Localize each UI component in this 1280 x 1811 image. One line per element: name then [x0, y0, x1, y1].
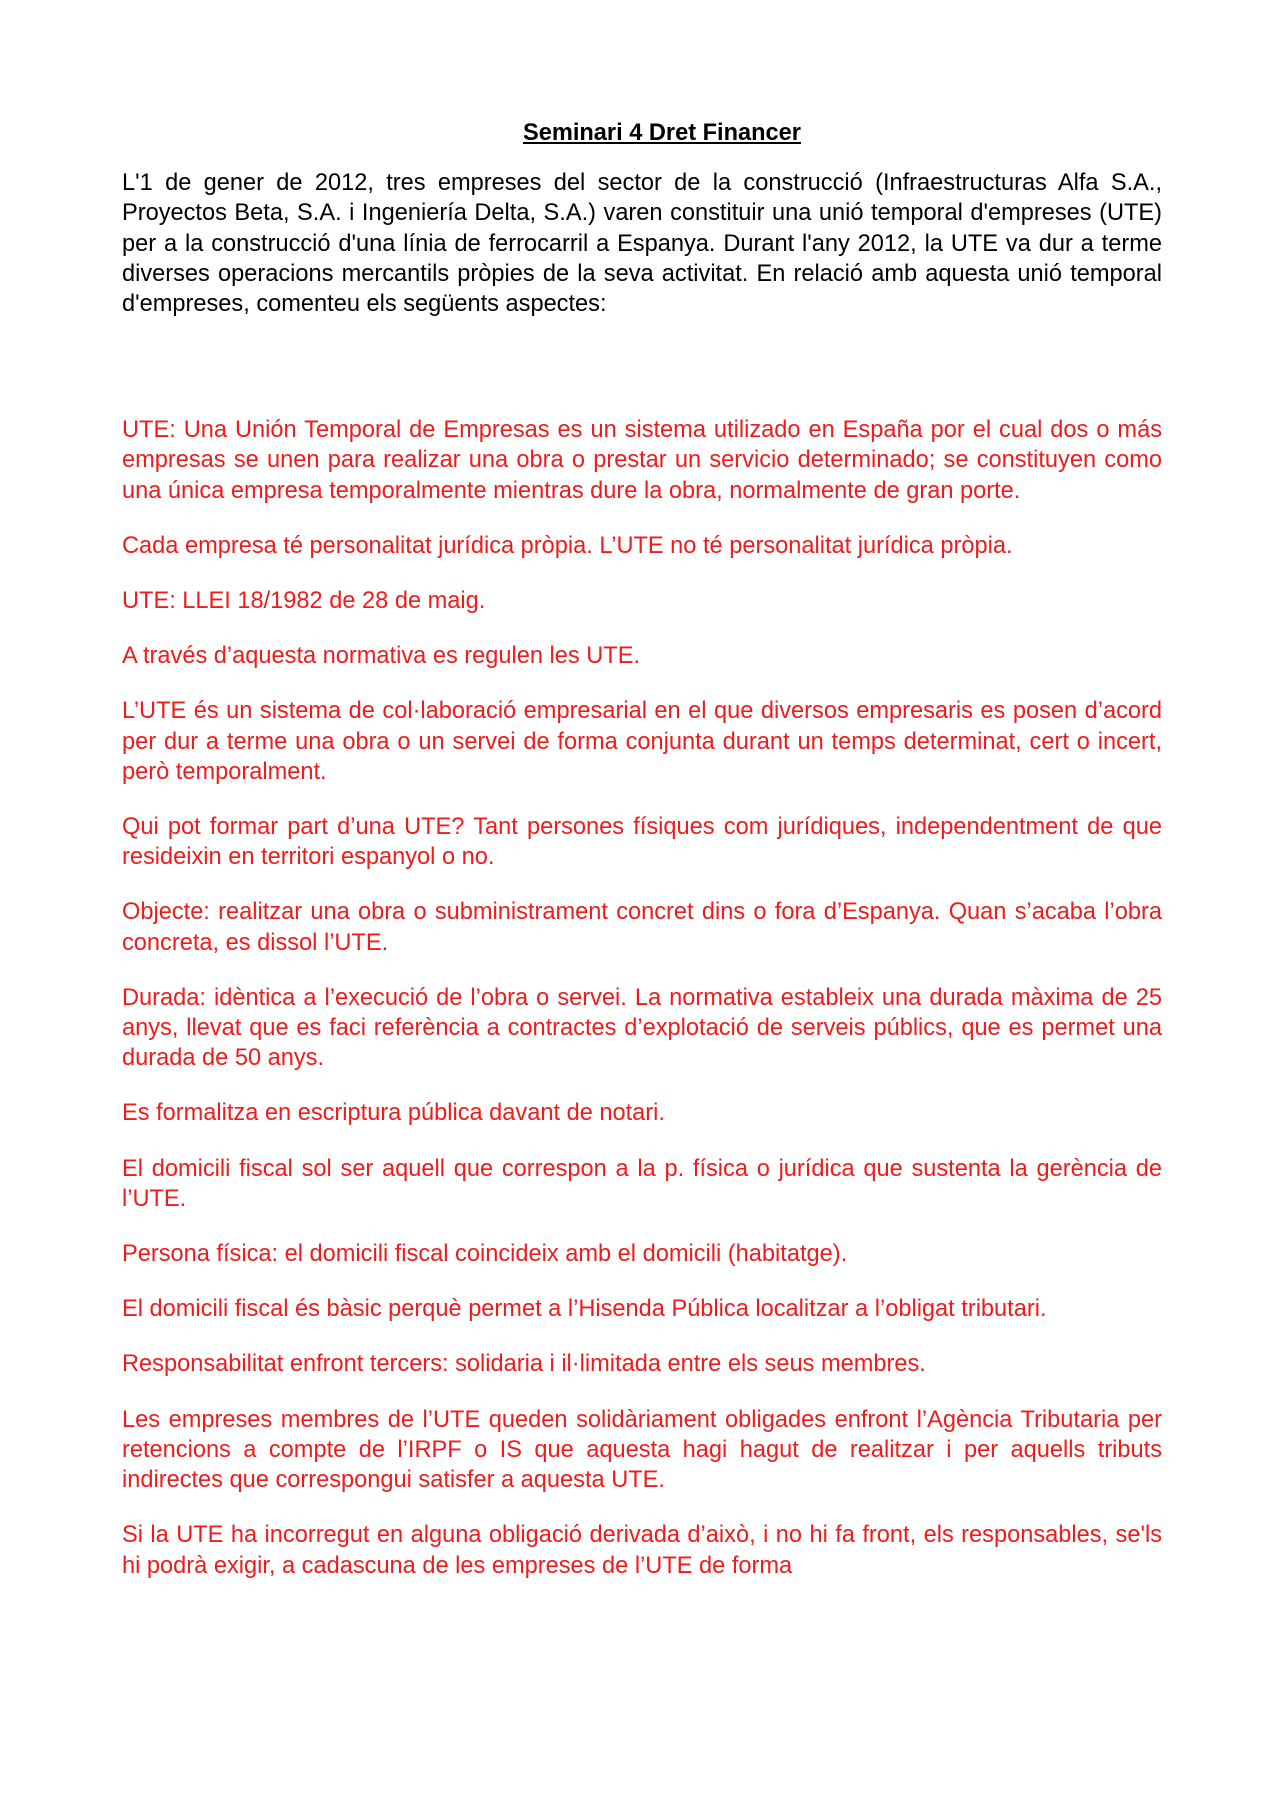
answer-paragraph: UTE: Una Unión Temporal de Empresas es un sistema utilizado en España por el cual dos o más empresas se unen para realizar una obra o prestar un servicio determinado; se constituyen como una única empresa temporalmente mientras dure la obra, normalmente de gran porte. — [122, 417, 1162, 504]
answer-paragraph: Es formalitza en escriptura pública davant de notari. — [122, 1100, 665, 1127]
answer-paragraph: El domicili fiscal és bàsic perquè permet a l’Hisenda Pública localitzar a l’obligat tributari. — [122, 1296, 1047, 1323]
document-title: Seminari 4 Dret Financer — [523, 120, 801, 146]
answer-paragraph: Persona física: el domicili fiscal coincideix amb el domicili (habitatge). — [122, 1241, 848, 1268]
answer-paragraph: Si la UTE ha incorregut en alguna obligació derivada d’això, i no hi fa front, els responsables, se'ls hi podrà exigir, a cadascuna de les empreses de l’UTE de forma — [122, 1522, 1162, 1579]
answer-paragraph: Durada: idèntica a l’execució de l’obra o servei. La normativa estableix una durada màxima de 25 anys, llevat que es faci referència a contractes d’explotació de serveis públics, que es permet una durada de 50 anys. — [122, 984, 1162, 1072]
answer-paragraph: UTE: LLEI 18/1982 de 28 de maig. — [122, 588, 486, 615]
intro-paragraph: L'1 de gener de 2012, tres empreses del sector de la construcció (Infraestructuras Alfa S.A., Proyectos Beta, S.A. i Ingeniería Delta, S.A.) varen constituir una unió temporal d'empreses (UTE) per a la construcció d'una línia de ferrocarril a Espanya. Durant l'any 2012, la UTE va dur a terme diverses operacions mercantils pròpies de la seva activitat. En relació amb aquesta unió temporal d'empreses, comenteu els següents aspectes: — [122, 170, 1162, 318]
answer-paragraph: Objecte: realitzar una obra o subministrament concret dins o fora d’Espanya. Quan s’acaba l’obra concreta, es dissol l’UTE. — [122, 899, 1162, 956]
answer-section — [122, 415, 1162, 1580]
answer-paragraph: Cada empresa té personalitat jurídica pròpia. L’UTE no té personalitat jurídica pròpia. — [122, 532, 1013, 559]
answer-paragraph: A través d’aquesta normativa es regulen les UTE. — [122, 643, 641, 670]
answer-paragraph: El domicili fiscal sol ser aquell que correspon a la p. física o jurídica que sustenta la gerència de l’UTE. — [122, 1155, 1162, 1212]
answer-paragraph: Responsabilitat enfront tercers: solidaria i il·limitada entre els seus membres. — [122, 1351, 926, 1378]
document-content — [122, 118, 1162, 1606]
answer-paragraph: Qui pot formar part d’una UTE? Tant persones físiques com jurídiques, independentment de que resideixin en territori espanyol o no. — [122, 814, 1162, 871]
answer-paragraph: L’UTE és un sistema de col·laboració empresarial en el que diversos empresaris es posen d’acord per dur a terme una obra o un servei de forma conjunta durant un temps determinat, cert o incert, però temporalment. — [122, 698, 1162, 785]
answer-paragraph: Les empreses membres de l’UTE queden solidàriament obligades enfront l’Agència Tributaria per retencions a compte de l’IRPF o IS que aquesta hagi hagut de realitzar i per aquells tributs indirectes que correspongui satisfer a aquesta UTE. — [122, 1406, 1162, 1494]
